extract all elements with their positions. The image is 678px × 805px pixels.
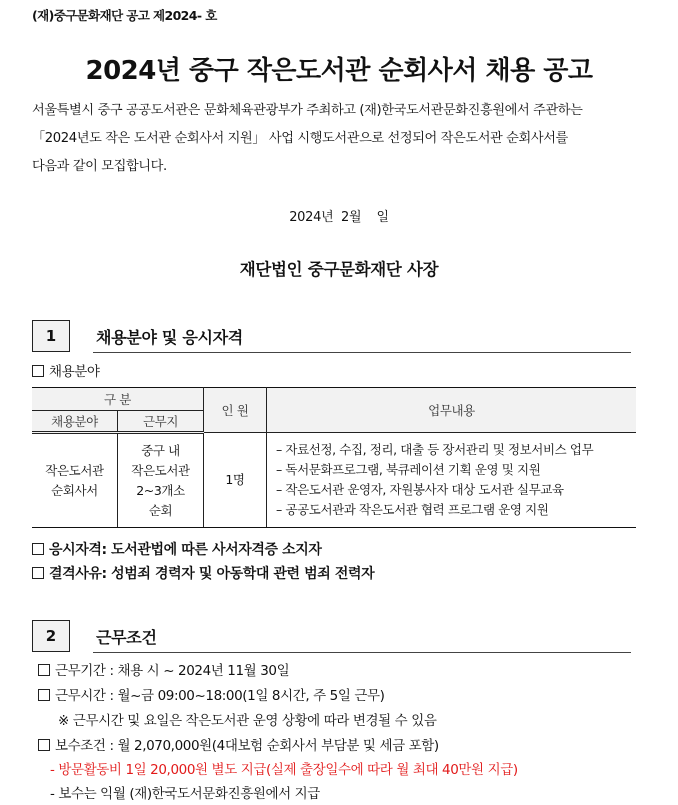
signer: 재단법인 중구문화재단 사장 [239,260,439,279]
checkbox-icon [38,664,50,676]
checkbox-icon [32,567,44,579]
section-2-number-box [32,620,70,652]
intro-line: 서울특별시 중구 공공도서관은 문화체육관광부가 주최하고 (재)한국도서관문화진흥원에서 주관하는 [32,103,583,118]
section-1-divider [93,352,631,353]
checkbox-icon [32,365,44,377]
cell-field [32,433,118,528]
cell-duties [267,433,637,528]
recruitment-table [32,387,636,528]
duty-item: – 작은도서관 운영자, 자원봉사자 대상 도서관 실무교육 [276,482,564,497]
section-1-number: 1 [45,327,57,345]
checkbox-icon [38,689,50,701]
disqualification-item [32,563,374,583]
section-2-divider [93,652,631,653]
subhead-label: 채용분야 [49,364,100,380]
cell-location [118,433,204,528]
location-line: 순회 [148,502,173,518]
qualification-text: 응시자격: 도서관법에 따른 사서자격증 소지자 [49,542,322,558]
location-line: 작은도서관 [131,462,190,478]
duty-item: – 독서문화프로그램, 북큐레이션 기획 운영 및 지원 [276,462,541,477]
qualification-item [32,539,321,559]
cell-count: 1명 [204,433,267,528]
header-group: 구 분 [32,388,204,411]
subhead-recruit-field [32,360,100,380]
pay-note-payer: - 보수는 익월 (재)한국도서문화진흥원에서 지급 [50,786,320,802]
pay-item [38,734,439,754]
page-title: 2024년 중구 작은도서관 순회사서 채용 공고 [85,56,593,86]
announcement-date: 2024년 2월 일 [289,210,389,225]
work-hours-item [38,684,385,704]
work-hours-text: 근무시간 : 월~금 09:00~18:00(1일 8시간, 주 5일 근무) [55,688,385,704]
disqualification-text: 결격사유: 성범죄 경력자 및 아동학대 관련 범죄 전력자 [49,566,375,582]
pay-note-travel-allowance: - 방문활동비 1일 20,000원 별도 지급(실제 출장일수에 따라 월 최대 40만원 지급) [50,762,518,778]
field-line: 순회사서 [51,482,98,498]
section-1-title: 채용분야 및 응시자격 [96,328,243,347]
pay-text: 보수조건 : 월 2,070,000원(4대보험 순회사서 부담분 및 세금 포함) [55,738,439,754]
section-1-number-box [32,320,70,352]
work-period-text: 근무기간 : 채용 시 ~ 2024년 11월 30일 [55,663,290,679]
location-line: 중구 내 [141,442,180,458]
header-field: 채용분야 [32,411,118,433]
location-line: 2~3개소 [136,482,185,498]
header-duties: 업무내용 [267,388,637,433]
intro-line: 다음과 같이 모집합니다. [32,159,167,174]
intro-paragraph [32,97,652,181]
header-count: 인 원 [204,388,267,433]
table-row [32,433,636,528]
section-2-title: 근무조건 [96,628,157,647]
field-line: 작은도서관 [45,462,104,478]
checkbox-icon [32,543,44,555]
intro-line: 「2024년도 작은 도서관 순회사서 지원」 사업 시행도서관으로 선정되어 작은도서관 순회사서를 [32,131,568,146]
checkbox-icon [38,739,50,751]
work-hours-note: ※ 근무시간 및 요일은 작은도서관 운영 상황에 따라 변경될 수 있음 [58,713,437,729]
duty-item: – 자료선정, 수집, 정리, 대출 등 장서관리 및 정보서비스 업무 [276,442,594,457]
duty-item: – 공공도서관과 작은도서관 협력 프로그램 운영 지원 [276,502,549,517]
work-period-item [38,659,289,679]
section-2-number: 2 [45,627,57,645]
document-number: (재)중구문화재단 공고 제2024- 호 [32,8,217,23]
header-location: 근무지 [118,411,204,433]
